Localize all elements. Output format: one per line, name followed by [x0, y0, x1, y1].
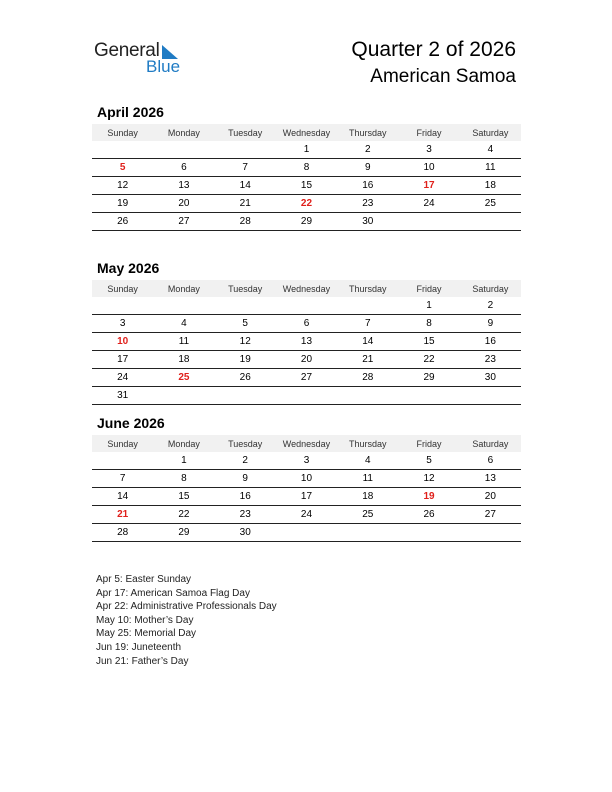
empty-day-cell — [398, 387, 459, 405]
day-cell: 10 — [276, 470, 337, 488]
week-row — [92, 524, 521, 542]
weekday-label: Thursday — [337, 280, 398, 297]
empty-day-cell — [92, 141, 153, 159]
week-row — [92, 351, 521, 369]
empty-day-cell — [398, 213, 459, 231]
day-cell: 31 — [92, 387, 153, 405]
day-cell: 10 — [92, 333, 153, 351]
day-cell: 24 — [398, 195, 459, 213]
day-cell: 19 — [398, 488, 459, 506]
day-cell: 21 — [92, 506, 153, 524]
day-cell: 21 — [215, 195, 276, 213]
week-row — [92, 387, 521, 405]
day-cell: 7 — [92, 470, 153, 488]
day-cell: 30 — [337, 213, 398, 231]
week-row — [92, 195, 521, 213]
calendar-table — [92, 435, 521, 542]
day-cell: 20 — [153, 195, 214, 213]
holiday-note: Apr 22: Administrative Professionals Day — [96, 601, 277, 613]
empty-day-cell — [92, 297, 153, 315]
day-cell: 22 — [276, 195, 337, 213]
weekday-label: Wednesday — [276, 280, 337, 297]
day-cell: 9 — [460, 315, 521, 333]
day-cell: 5 — [215, 315, 276, 333]
day-cell: 12 — [215, 333, 276, 351]
week-row — [92, 297, 521, 315]
month-title: June 2026 — [97, 415, 165, 431]
day-cell: 6 — [460, 452, 521, 470]
day-cell: 15 — [153, 488, 214, 506]
day-cell: 2 — [337, 141, 398, 159]
day-cell: 17 — [276, 488, 337, 506]
week-row — [92, 213, 521, 231]
empty-day-cell — [215, 141, 276, 159]
weekday-label: Sunday — [92, 124, 153, 141]
day-cell: 19 — [215, 351, 276, 369]
day-cell: 24 — [92, 369, 153, 387]
weekday-label: Tuesday — [215, 435, 276, 452]
weekday-label: Friday — [398, 435, 459, 452]
holiday-note: Jun 21: Father’s Day — [96, 655, 189, 667]
day-cell: 13 — [276, 333, 337, 351]
week-row — [92, 506, 521, 524]
day-cell: 17 — [398, 177, 459, 195]
day-cell: 27 — [153, 213, 214, 231]
day-cell: 3 — [398, 141, 459, 159]
day-cell: 2 — [215, 452, 276, 470]
holiday-note: Apr 17: American Samoa Flag Day — [96, 587, 250, 599]
day-cell: 12 — [92, 177, 153, 195]
day-cell: 23 — [215, 506, 276, 524]
day-cell: 18 — [337, 488, 398, 506]
day-cell: 25 — [337, 506, 398, 524]
day-cell: 7 — [337, 315, 398, 333]
day-cell: 28 — [215, 213, 276, 231]
page-title: Quarter 2 of 2026 — [351, 38, 516, 61]
week-row — [92, 141, 521, 159]
week-row — [92, 177, 521, 195]
day-cell: 1 — [153, 452, 214, 470]
empty-day-cell — [215, 297, 276, 315]
weekday-header-row — [92, 124, 521, 141]
day-cell: 1 — [276, 141, 337, 159]
weekday-label: Monday — [153, 124, 214, 141]
weekday-label: Saturday — [460, 435, 521, 452]
empty-day-cell — [276, 524, 337, 542]
day-cell: 4 — [460, 141, 521, 159]
day-cell: 29 — [398, 369, 459, 387]
empty-day-cell — [153, 387, 214, 405]
weekday-label: Saturday — [460, 124, 521, 141]
day-cell: 28 — [337, 369, 398, 387]
month-title: May 2026 — [97, 260, 160, 276]
day-cell: 21 — [337, 351, 398, 369]
day-cell: 7 — [215, 159, 276, 177]
weekday-label: Sunday — [92, 280, 153, 297]
day-cell: 29 — [276, 213, 337, 231]
day-cell: 14 — [92, 488, 153, 506]
day-cell: 9 — [337, 159, 398, 177]
empty-day-cell — [215, 387, 276, 405]
day-cell: 10 — [398, 159, 459, 177]
day-cell: 5 — [92, 159, 153, 177]
day-cell: 6 — [153, 159, 214, 177]
empty-day-cell — [460, 387, 521, 405]
day-cell: 26 — [215, 369, 276, 387]
month-block-june — [92, 414, 521, 542]
weekday-label: Thursday — [337, 124, 398, 141]
week-row — [92, 333, 521, 351]
day-cell: 14 — [215, 177, 276, 195]
month-block-april — [92, 103, 521, 231]
week-row — [92, 470, 521, 488]
day-cell: 9 — [215, 470, 276, 488]
day-cell: 23 — [460, 351, 521, 369]
calendar-table — [92, 280, 521, 405]
day-cell: 23 — [337, 195, 398, 213]
day-cell: 11 — [337, 470, 398, 488]
holiday-note: Jun 19: Juneteenth — [96, 641, 182, 653]
weekday-header-row — [92, 280, 521, 297]
weekday-label: Tuesday — [215, 124, 276, 141]
day-cell: 2 — [460, 297, 521, 315]
day-cell: 4 — [337, 452, 398, 470]
holiday-note: May 10: Mother’s Day — [96, 614, 194, 626]
day-cell: 19 — [92, 195, 153, 213]
empty-day-cell — [153, 141, 214, 159]
day-cell: 22 — [398, 351, 459, 369]
day-cell: 16 — [215, 488, 276, 506]
day-cell: 24 — [276, 506, 337, 524]
day-cell: 16 — [460, 333, 521, 351]
empty-day-cell — [460, 213, 521, 231]
holiday-note: May 25: Memorial Day — [96, 628, 197, 640]
day-cell: 30 — [460, 369, 521, 387]
empty-day-cell — [398, 524, 459, 542]
day-cell: 4 — [153, 315, 214, 333]
day-cell: 11 — [153, 333, 214, 351]
empty-day-cell — [460, 524, 521, 542]
logo-word-blue: Blue — [146, 57, 181, 76]
weekday-label: Friday — [398, 124, 459, 141]
day-cell: 18 — [153, 351, 214, 369]
day-cell: 18 — [460, 177, 521, 195]
day-cell: 25 — [153, 369, 214, 387]
day-cell: 11 — [460, 159, 521, 177]
empty-day-cell — [337, 387, 398, 405]
weekday-label: Wednesday — [276, 124, 337, 141]
day-cell: 30 — [215, 524, 276, 542]
day-cell: 20 — [276, 351, 337, 369]
week-row — [92, 488, 521, 506]
week-row — [92, 159, 521, 177]
weekday-label: Thursday — [337, 435, 398, 452]
day-cell: 12 — [398, 470, 459, 488]
holiday-note: Apr 5: Easter Sunday — [96, 574, 192, 585]
day-cell: 14 — [337, 333, 398, 351]
day-cell: 25 — [460, 195, 521, 213]
day-cell: 8 — [153, 470, 214, 488]
day-cell: 3 — [92, 315, 153, 333]
empty-day-cell — [92, 452, 153, 470]
empty-day-cell — [337, 297, 398, 315]
day-cell: 22 — [153, 506, 214, 524]
day-cell: 16 — [337, 177, 398, 195]
week-row — [92, 315, 521, 333]
page-subtitle: American Samoa — [370, 66, 516, 87]
day-cell: 26 — [398, 506, 459, 524]
day-cell: 15 — [276, 177, 337, 195]
weekday-label: Saturday — [460, 280, 521, 297]
weekday-label: Monday — [153, 435, 214, 452]
day-cell: 8 — [398, 315, 459, 333]
day-cell: 8 — [276, 159, 337, 177]
day-cell: 17 — [92, 351, 153, 369]
day-cell: 27 — [460, 506, 521, 524]
day-cell: 6 — [276, 315, 337, 333]
weekday-label: Friday — [398, 280, 459, 297]
weekday-label: Tuesday — [215, 280, 276, 297]
day-cell: 1 — [398, 297, 459, 315]
day-cell: 13 — [153, 177, 214, 195]
holiday-notes — [96, 573, 277, 668]
day-cell: 26 — [92, 213, 153, 231]
day-cell: 29 — [153, 524, 214, 542]
empty-day-cell — [153, 297, 214, 315]
week-row — [92, 452, 521, 470]
day-cell: 28 — [92, 524, 153, 542]
day-cell: 20 — [460, 488, 521, 506]
day-cell: 13 — [460, 470, 521, 488]
weekday-label: Monday — [153, 280, 214, 297]
empty-day-cell — [337, 524, 398, 542]
calendar-table — [92, 124, 521, 231]
month-title: April 2026 — [97, 104, 164, 120]
week-row — [92, 369, 521, 387]
generalblue-logo — [94, 40, 204, 80]
weekday-label: Sunday — [92, 435, 153, 452]
weekday-header-row — [92, 435, 521, 452]
empty-day-cell — [276, 297, 337, 315]
logo-word-general: General — [94, 40, 160, 61]
day-cell: 15 — [398, 333, 459, 351]
day-cell: 3 — [276, 452, 337, 470]
empty-day-cell — [276, 387, 337, 405]
weekday-label: Wednesday — [276, 435, 337, 452]
month-block-may — [92, 259, 521, 405]
day-cell: 27 — [276, 369, 337, 387]
day-cell: 5 — [398, 452, 459, 470]
